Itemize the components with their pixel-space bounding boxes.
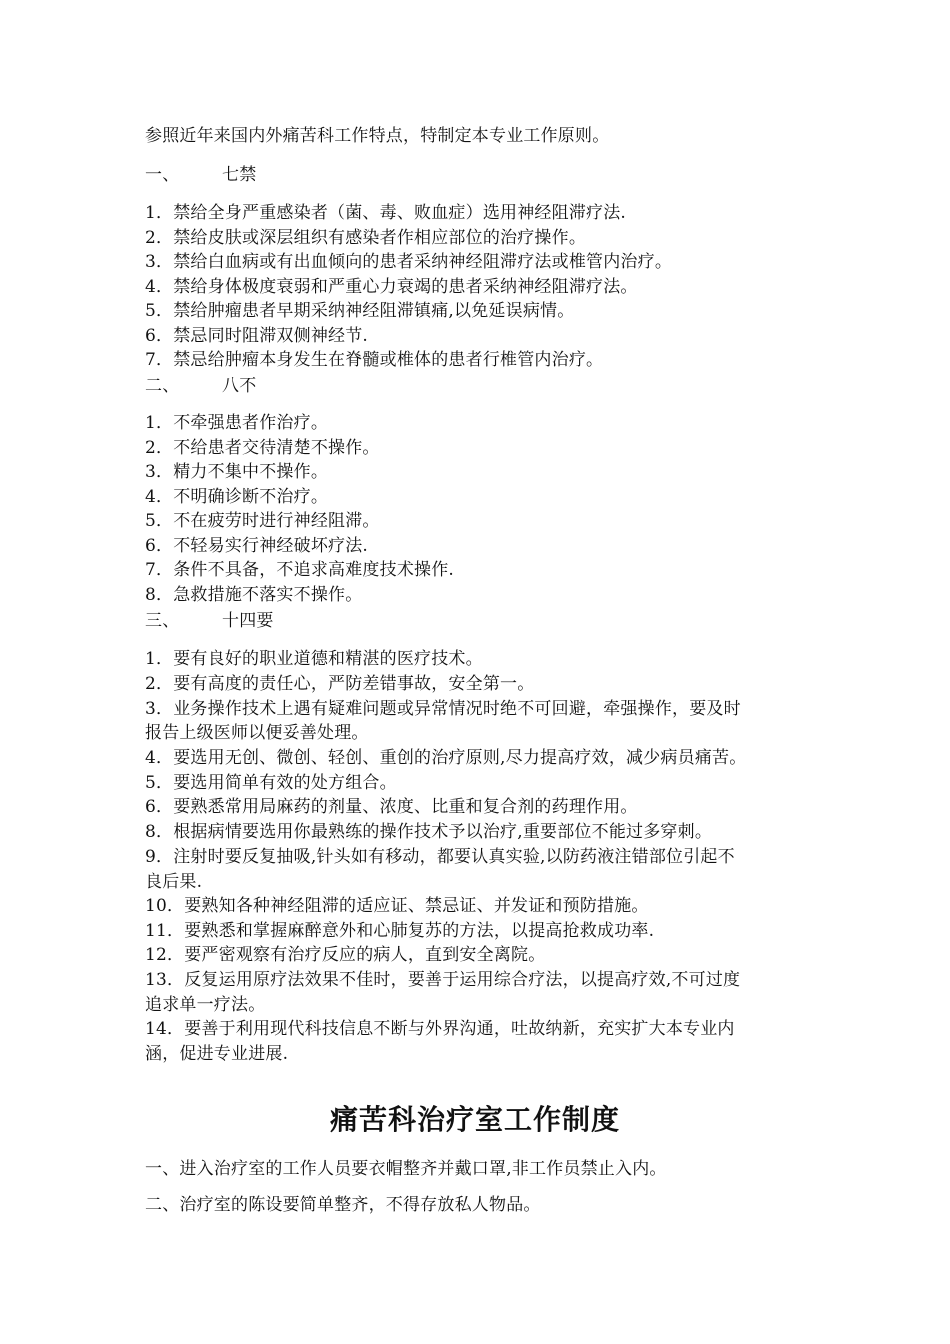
list-item: 10．要熟知各种神经阻滞的适应证、禁忌证、并发证和预防措施。 [145, 896, 649, 916]
section-title: 七禁 [222, 165, 257, 185]
section-number: 二、 [145, 376, 180, 396]
list-item-continuation: 良后果. [145, 872, 203, 892]
list-item: 3．禁给白血病或有出血倾向的患者采纳神经阻滞疗法或椎管内治疗。 [145, 252, 673, 272]
list-item: 6．禁忌同时阻滞双侧神经节. [145, 326, 369, 346]
list-item: 5．禁给肿瘤患者早期采纳神经阻滞镇痛,以免延误病情。 [145, 301, 575, 321]
intro-paragraph: 参照近年来国内外痛苦科工作特点，特制定本专业工作原则。 [145, 126, 610, 146]
list-item: 1．禁给全身严重感染者（菌、毒、败血症）选用神经阻滞疗法. [145, 203, 627, 223]
list-item: 1．不牵强患者作治疗。 [145, 413, 329, 433]
list-item: 3．精力不集中不操作。 [145, 462, 329, 482]
list-item: 5．不在疲劳时进行神经阻滞。 [145, 511, 380, 531]
list-item-continuation: 报告上级医师以便妥善处理。 [145, 723, 369, 743]
list-item-continuation: 涵，促进专业进展. [145, 1044, 289, 1064]
rule-item: 一、进入治疗室的工作人员要衣帽整齐并戴口罩,非工作员禁止入内。 [145, 1159, 667, 1179]
list-item: 4．要选用无创、微创、轻创、重创的治疗原则,尽力提高疗效，减少病员痛苦。 [145, 748, 747, 768]
list-item: 2．要有高度的责任心，严防差错事故，安全第一。 [145, 674, 535, 694]
list-item: 3．业务操作技术上遇有疑难问题或异常情况时绝不可回避，牵强操作，要及时 [145, 699, 741, 719]
section-title: 八不 [222, 376, 257, 396]
section-number: 一、 [145, 165, 180, 185]
section-heading-eight-donts [145, 374, 815, 399]
section-number: 三、 [145, 611, 180, 631]
list-item: 1．要有良好的职业道德和精湛的医疗技术。 [145, 649, 483, 669]
list-item: 11．要熟悉和掌握麻醉意外和心肺复苏的方法，以提高抢救成功率. [145, 921, 655, 941]
section-heading-fourteen-musts [145, 609, 815, 634]
list-item: 8．根据病情要选用你最熟练的操作技术予以治疗,重要部位不能过多穿刺。 [145, 822, 713, 842]
list-item: 7．禁忌给肿瘤本身发生在脊髓或椎体的患者行椎管内治疗。 [145, 350, 604, 370]
section-heading-seven-prohibitions [145, 163, 815, 188]
list-item: 8．急救措施不落实不操作。 [145, 585, 363, 605]
list-item: 9．注射时要反复抽吸,针头如有移动，都要认真实验,以防药液注错部位引起不 [145, 847, 735, 867]
list-item: 5．要选用简单有效的处方组合。 [145, 773, 397, 793]
document-title: 痛苦科治疗室工作制度 [329, 1103, 620, 1136]
list-item: 2．禁给皮肤或深层组织有感染者作相应部位的治疗操作。 [145, 228, 587, 248]
list-item: 4．不明确诊断不治疗。 [145, 487, 329, 507]
list-item: 14．要善于利用现代科技信息不断与外界沟通，吐故纳新，充实扩大本专业内 [145, 1019, 735, 1039]
list-item: 6．不轻易实行神经破坏疗法. [145, 536, 369, 556]
rule-item: 二、治疗室的陈设要简单整齐，不得存放私人物品。 [145, 1195, 541, 1215]
list-item-continuation: 追求单一疗法。 [145, 995, 266, 1015]
list-item: 6．要熟悉常用局麻药的剂量、浓度、比重和复合剂的药理作用。 [145, 797, 638, 817]
list-item: 4．禁给身体极度衰弱和严重心力衰竭的患者采纳神经阻滞疗法。 [145, 277, 638, 297]
list-item: 13．反复运用原疗法效果不佳时，要善于运用综合疗法，以提高疗效,不可过度 [145, 970, 741, 990]
list-item: 12．要严密观察有治疗反应的病人，直到安全离院。 [145, 945, 546, 965]
section-title: 十四要 [222, 611, 274, 631]
list-item: 2．不给患者交待清楚不操作。 [145, 438, 380, 458]
list-item: 7．条件不具备，不追求高难度技术操作. [145, 560, 455, 580]
